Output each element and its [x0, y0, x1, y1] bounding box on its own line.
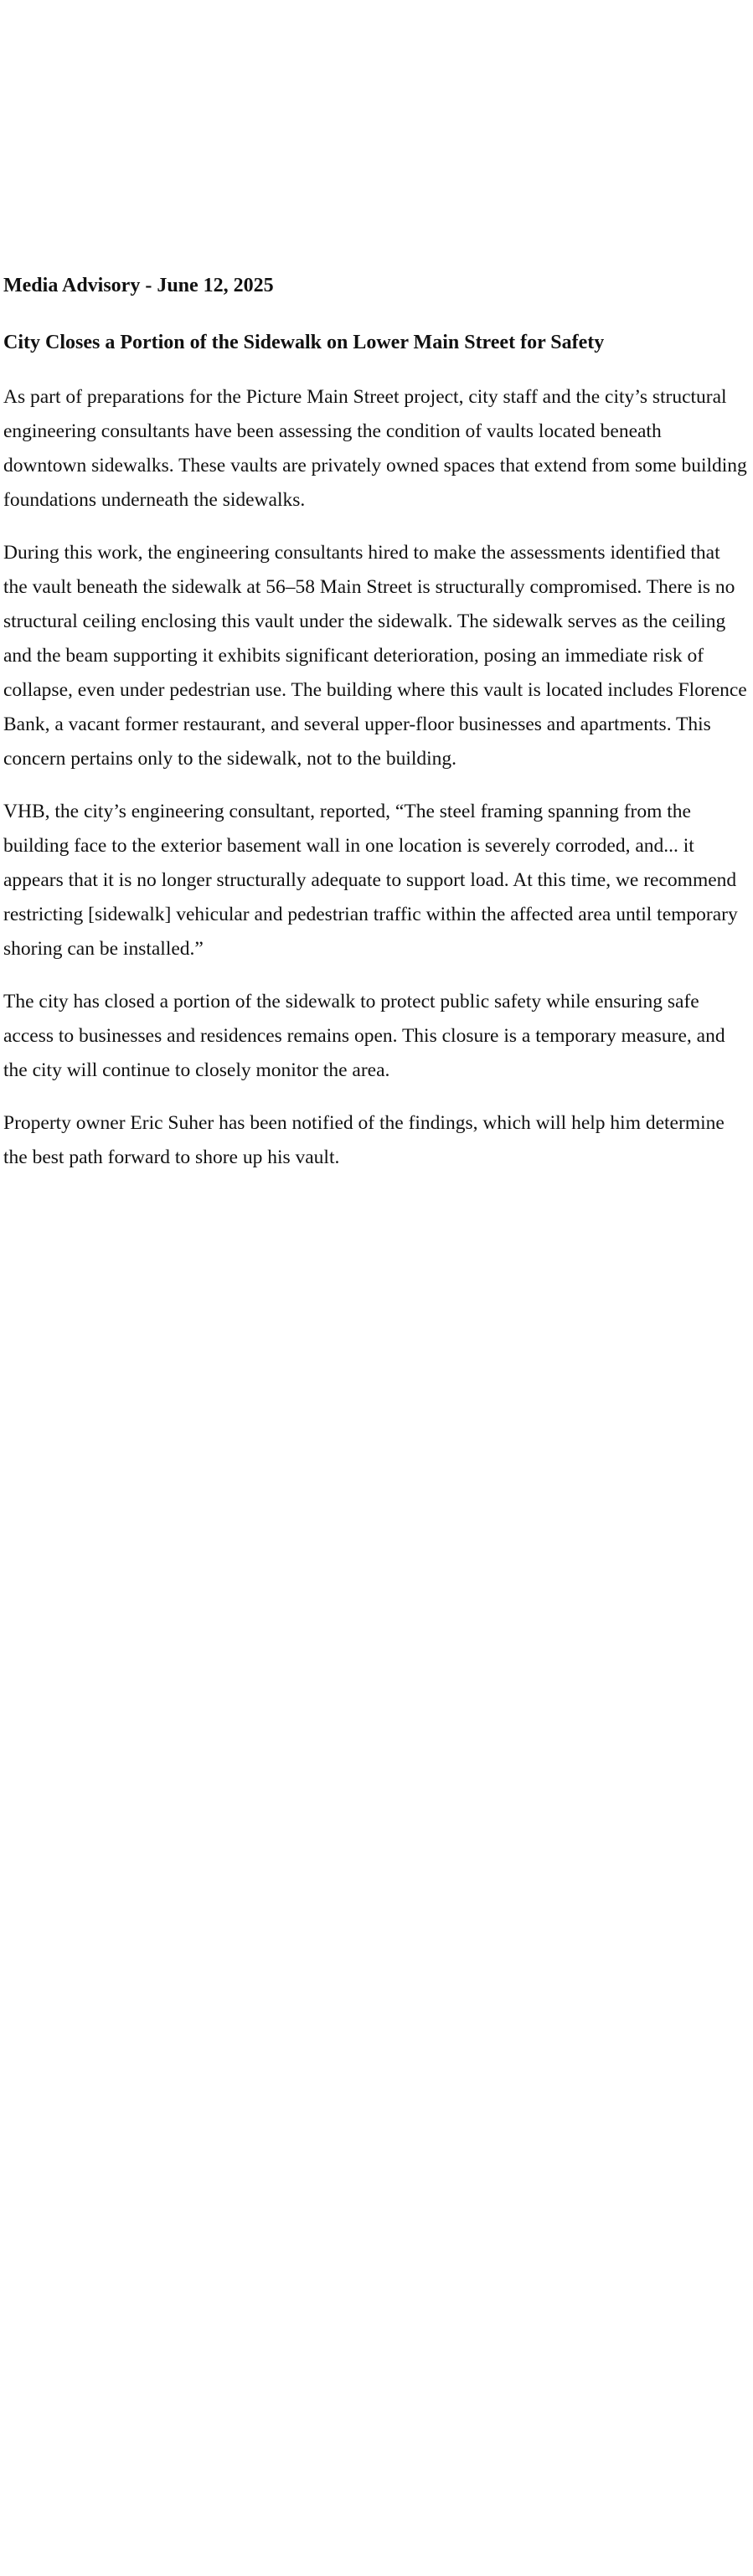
paragraph-consultant-quote: VHB, the city’s engineering consultant, reported, “The steel framing spanning from the building face to the exterior basement wall in one location is severely corroded, and... it appears that it is no longer structurally adequate to support load. At this time, we recommend restricting [sidewalk] vehicular and pedestrian traffic within the affected area until temporary shoring can be installed.”	[3, 801, 738, 960]
paragraph-structural-finding: During this work, the engineering consultants hired to make the assessments identified that the vault beneath the sidewalk at 56–58 Main Street is structurally compromised. There is no structural ceiling enclosing this vault under the sidewalk. The sidewalk serves as the ceiling and the beam supporting it exhibits significant deterioration, posing an immediate risk of collapse, even under pedestrian use. The building where this vault is located includes Florence Bank, a vacant former restaurant, and several upper-floor businesses and apartments. This concern pertains only to the sidewalk, not to the building.	[3, 542, 747, 770]
paragraph-sidewalk-closure: The city has closed a portion of the sidewalk to protect public safety while ensuring safe access to businesses and residences remains open. This closure is a temporary measure, and the city will continue to closely monitor the area.	[3, 991, 725, 1081]
press-release-headline: City Closes a Portion of the Sidewalk on Lower Main Street for Safety	[3, 332, 605, 353]
media-advisory-document	[3, 266, 747, 1175]
paragraph-vault-assessment: As part of preparations for the Picture Main Street project, city staff and the city’s structural engineering consultants have been assessing the condition of vaults located beneath downtown sidewalks. These vaults are privately owned spaces that extend from some building foundations underneath the sidewalks.	[3, 386, 747, 511]
paragraph-owner-notified: Property owner Eric Suher has been notified of the findings, which will help him determine the best path forward to shore up his vault.	[3, 1112, 725, 1168]
advisory-date-heading: Media Advisory - June 12, 2025	[3, 275, 274, 296]
